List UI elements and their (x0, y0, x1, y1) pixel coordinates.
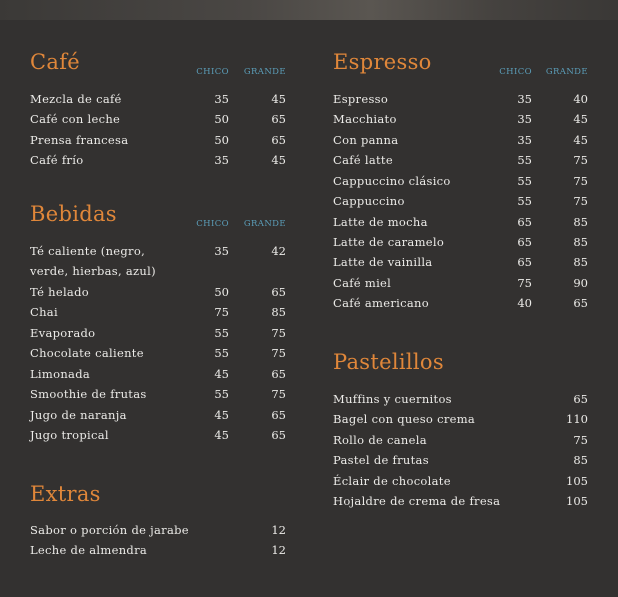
price: 110 (566, 412, 588, 426)
price-large: 90 (573, 276, 588, 290)
menu-item (30, 150, 290, 170)
menu-item (333, 109, 593, 129)
menu-item (30, 89, 290, 109)
col-head-grande: GRANDE (243, 67, 286, 77)
price: 85 (573, 453, 588, 467)
menu-item (30, 384, 290, 404)
price-small: 50 (214, 133, 229, 147)
col-head-chico: CHICO (196, 67, 229, 77)
item-name: Leche de almendra (30, 543, 148, 557)
price-large: 85 (573, 215, 588, 229)
item-name: Café miel (333, 276, 392, 290)
item-name: Chocolate caliente (30, 346, 144, 360)
item-name: Sabor o porción de jarabe (30, 523, 189, 537)
price-small: 45 (214, 408, 229, 422)
item-name: Muffins y cuernitos (333, 392, 452, 406)
menu-item (30, 302, 290, 322)
price-small: 65 (517, 215, 532, 229)
menu-item (30, 364, 290, 384)
price-large: 75 (271, 326, 286, 340)
price-small: 50 (214, 285, 229, 299)
price-small: 35 (517, 92, 532, 106)
item-name: Latte de vainilla (333, 255, 433, 269)
price-small: 45 (214, 367, 229, 381)
menu-item (333, 191, 593, 211)
price-small: 55 (214, 387, 229, 401)
price-small: 75 (517, 276, 532, 290)
price-large: 65 (271, 112, 286, 126)
price-large: 65 (271, 133, 286, 147)
menu-item (333, 471, 593, 491)
item-name: Espresso (333, 92, 389, 106)
price: 105 (566, 494, 588, 508)
price-small: 35 (517, 133, 532, 147)
menu-item (333, 450, 593, 470)
price: 65 (573, 392, 588, 406)
menu-item (333, 409, 593, 429)
price-small: 35 (214, 92, 229, 106)
price-small: 35 (214, 153, 229, 167)
item-name: Cappuccino clásico (333, 174, 451, 188)
price-small: 35 (214, 244, 229, 258)
item-name: Cappuccino (333, 194, 405, 208)
col-head-chico: CHICO (196, 219, 229, 229)
menu-item (30, 109, 290, 129)
price-small: 55 (517, 194, 532, 208)
item-name: Jugo de naranja (30, 408, 127, 422)
price: 12 (271, 543, 286, 557)
price-large: 75 (573, 194, 588, 208)
menu-item (333, 252, 593, 272)
menu-item (30, 323, 290, 343)
price-small: 35 (517, 112, 532, 126)
section-title-cafe: Café (30, 50, 80, 74)
menu-item (333, 171, 593, 191)
menu-item (333, 150, 593, 170)
price: 75 (573, 433, 588, 447)
price-large: 65 (271, 408, 286, 422)
col-head-chico: CHICO (499, 67, 532, 77)
price-large: 40 (573, 92, 588, 106)
price-small: 50 (214, 112, 229, 126)
col-head-grande: GRANDE (243, 219, 286, 229)
item-name: Jugo tropical (30, 428, 109, 442)
item-name: Té helado (30, 285, 89, 299)
price-large: 45 (573, 112, 588, 126)
item-name: Latte de mocha (333, 215, 428, 229)
price-small: 65 (517, 235, 532, 249)
menu-item (30, 130, 290, 150)
menu-item (333, 89, 593, 109)
menu-item (30, 540, 290, 560)
menu-item (30, 343, 290, 363)
menu-item (333, 212, 593, 232)
item-name: Macchiato (333, 112, 397, 126)
item-name: Chai (30, 305, 58, 319)
price-large: 45 (271, 153, 286, 167)
header-photo-strip (0, 0, 618, 20)
section-title-espresso: Espresso (333, 50, 432, 74)
price-large: 75 (271, 346, 286, 360)
section-title-extras: Extras (30, 482, 101, 506)
price-large: 65 (271, 367, 286, 381)
item-name: Evaporado (30, 326, 96, 340)
price-large: 85 (573, 255, 588, 269)
price-large: 85 (271, 305, 286, 319)
price-small: 75 (214, 305, 229, 319)
menu-item (30, 425, 290, 445)
item-name: Mezcla de café (30, 92, 122, 106)
item-name: Rollo de canela (333, 433, 427, 447)
menu-item (333, 273, 593, 293)
price-small: 55 (214, 326, 229, 340)
item-name: Prensa francesa (30, 133, 129, 147)
price-small: 45 (214, 428, 229, 442)
price-large: 85 (573, 235, 588, 249)
item-name: Café latte (333, 153, 393, 167)
menu-item (30, 520, 290, 540)
item-name: Café frío (30, 153, 84, 167)
price-large: 75 (573, 153, 588, 167)
price: 105 (566, 474, 588, 488)
menu-item (333, 491, 593, 511)
item-name: Café americano (333, 296, 429, 310)
col-head-grande: GRANDE (545, 67, 588, 77)
item-name: Hojaldre de crema de fresa (333, 494, 501, 508)
menu-item (333, 130, 593, 150)
item-name: Éclair de chocolate (333, 474, 451, 488)
price-large: 42 (271, 244, 286, 258)
item-name: Bagel con queso crema (333, 412, 476, 426)
item-name: Smoothie de frutas (30, 387, 147, 401)
price-large: 65 (271, 285, 286, 299)
menu-item (333, 293, 593, 313)
section-title-bebidas: Bebidas (30, 202, 117, 226)
item-name: Latte de caramelo (333, 235, 445, 249)
price-large: 65 (573, 296, 588, 310)
price-small: 40 (517, 296, 532, 310)
price-large: 75 (271, 387, 286, 401)
price-small: 65 (517, 255, 532, 269)
menu-item (333, 430, 593, 450)
price: 12 (271, 523, 286, 537)
menu-item (333, 232, 593, 252)
item-name: Limonada (30, 367, 91, 381)
price-small: 55 (517, 174, 532, 188)
price-large: 45 (271, 92, 286, 106)
item-name: Té caliente (negro, verde, hierbas, azul) (30, 244, 156, 279)
menu-item (30, 405, 290, 425)
price-large: 65 (271, 428, 286, 442)
item-name: Pastel de frutas (333, 453, 429, 467)
menu-item (333, 389, 593, 409)
price-small: 55 (214, 346, 229, 360)
item-name: Con panna (333, 133, 399, 147)
price-large: 75 (573, 174, 588, 188)
menu-item (30, 241, 290, 282)
item-name: Café con leche (30, 112, 121, 126)
menu-item (30, 282, 290, 302)
price-large: 45 (573, 133, 588, 147)
section-title-pastelillos: Pastelillos (333, 350, 444, 374)
price-small: 55 (517, 153, 532, 167)
